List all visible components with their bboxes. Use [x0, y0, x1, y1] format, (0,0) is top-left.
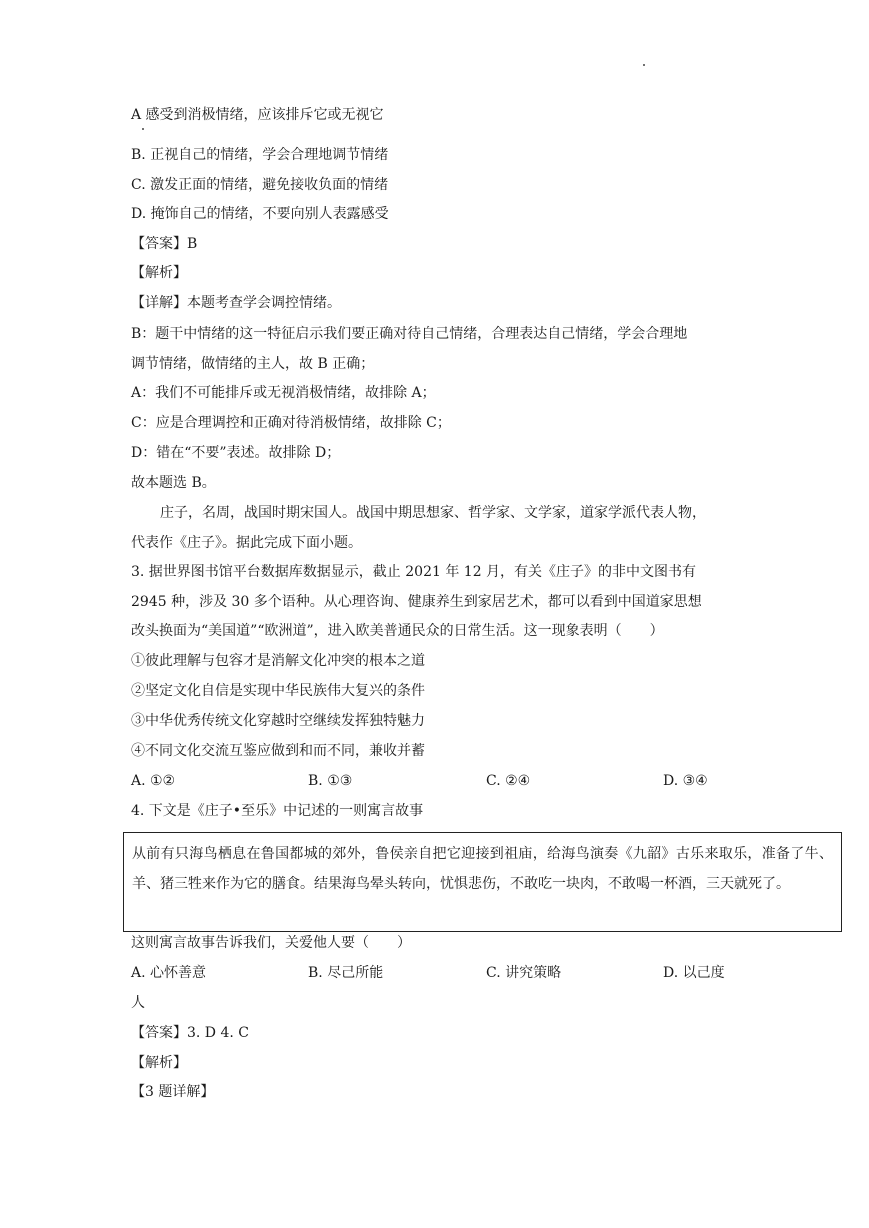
analysis-label: 【解析】 — [131, 265, 187, 281]
question3-line1: 3. 据世界图书馆平台数据库数据显示，截止 2021 年 12 月，有关《庄子》的非中文图书有 — [131, 564, 697, 580]
answer-label-2: 【答案】3. D 4. C — [131, 1025, 250, 1041]
explanation-c: C：应是合理调控和正确对待消极情绪，故排除 C； — [131, 415, 451, 431]
explanation-b-line2: 调节情绪，做情绪的主人，故 B 正确； — [131, 356, 375, 372]
conclusion: 故本题选 B。 — [131, 475, 216, 491]
question4-stem: 4. 下文是《庄子•至乐》中记述的一则寓言故事 — [131, 803, 424, 819]
option-a: A 感受到消极情绪，应该排斥它或无视它 — [131, 107, 384, 123]
statement-1: ①彼此理解与包容才是消解文化冲突的根本之道 — [131, 653, 425, 669]
explanation-a: A：我们不可能排斥或无视消极情绪，故排除 A； — [131, 385, 436, 401]
explanation-d: D：错在“不要”表述。故排除 D； — [131, 445, 341, 461]
explanation-b-line1: B：题干中情绪的这一特征启示我们要正确对待自己情绪，合理表达自己情绪，学会合理地 — [131, 326, 688, 342]
option-b: B. 正视自己的情绪，学会合理地调节情绪 — [131, 147, 389, 163]
q4-option-b: B. 尽己所能 — [308, 965, 384, 981]
q3-option-c: C. ②④ — [486, 773, 531, 789]
story-text: 从前有只海鸟栖息在鲁国都城的郊外，鲁侯亲自把它迎接到祖庙，给海鸟演奏《九韶》古乐来取乐，准备了牛、羊、猪三牲来作为它的膳食。结果海鸟晕头转向，忧惧悲伤，不敢吃一块肉，不敢喝一杯酒，三天就死了。 — [132, 846, 833, 892]
question3-line2: 2945 种，涉及 30 多个语种。从心理咨询、健康养生到家居艺术，都可以看到中国道家思想 — [131, 594, 702, 610]
analysis-label-2: 【解析】 — [131, 1055, 187, 1071]
q4-option-d: D. 以己度 — [663, 965, 725, 981]
question3-line3: 改头换面为“美国道”“欧洲道”，进入欧美普通民众的日常生活。这一现象表明（ ） — [131, 623, 664, 639]
detail-label-3: 【3 题详解】 — [131, 1084, 215, 1100]
intro-line1: 庄子，名周，战国时期宋国人。战国中期思想家、哲学家、文学家，道家学派代表人物， — [160, 505, 706, 521]
q4-option-a: A. 心怀善意 — [131, 965, 207, 981]
intro-line2: 代表作《庄子》。据此完成下面小题。 — [131, 535, 362, 551]
detail-label: 【详解】本题考查学会调控情绪。 — [131, 295, 341, 311]
option-d: D. 掩饰自己的情绪，不要向别人表露感受 — [131, 206, 389, 222]
q4-option-c: C. 讲究策略 — [486, 965, 562, 981]
page-mark-dot — [643, 64, 645, 66]
q3-option-a: A. ①② — [131, 773, 176, 789]
q4-option-d-continued: 人 — [131, 995, 145, 1011]
page-mark-dot — [142, 128, 144, 130]
answer-label: 【答案】B — [131, 236, 198, 252]
option-c: C. 激发正面的情绪，避免接收负面的情绪 — [131, 177, 389, 193]
story-box — [123, 832, 842, 932]
question4-ask: 这则寓言故事告诉我们，关爱他人要（ ） — [131, 935, 411, 951]
q3-option-d: D. ③④ — [663, 773, 708, 789]
statement-4: ④不同文化交流互鉴应做到和而不同，兼收并蓄 — [131, 743, 425, 759]
q3-option-b: B. ①③ — [308, 773, 353, 789]
statement-3: ③中华优秀传统文化穿越时空继续发挥独特魅力 — [131, 713, 425, 729]
statement-2: ②坚定文化自信是实现中华民族伟大复兴的条件 — [131, 683, 425, 699]
